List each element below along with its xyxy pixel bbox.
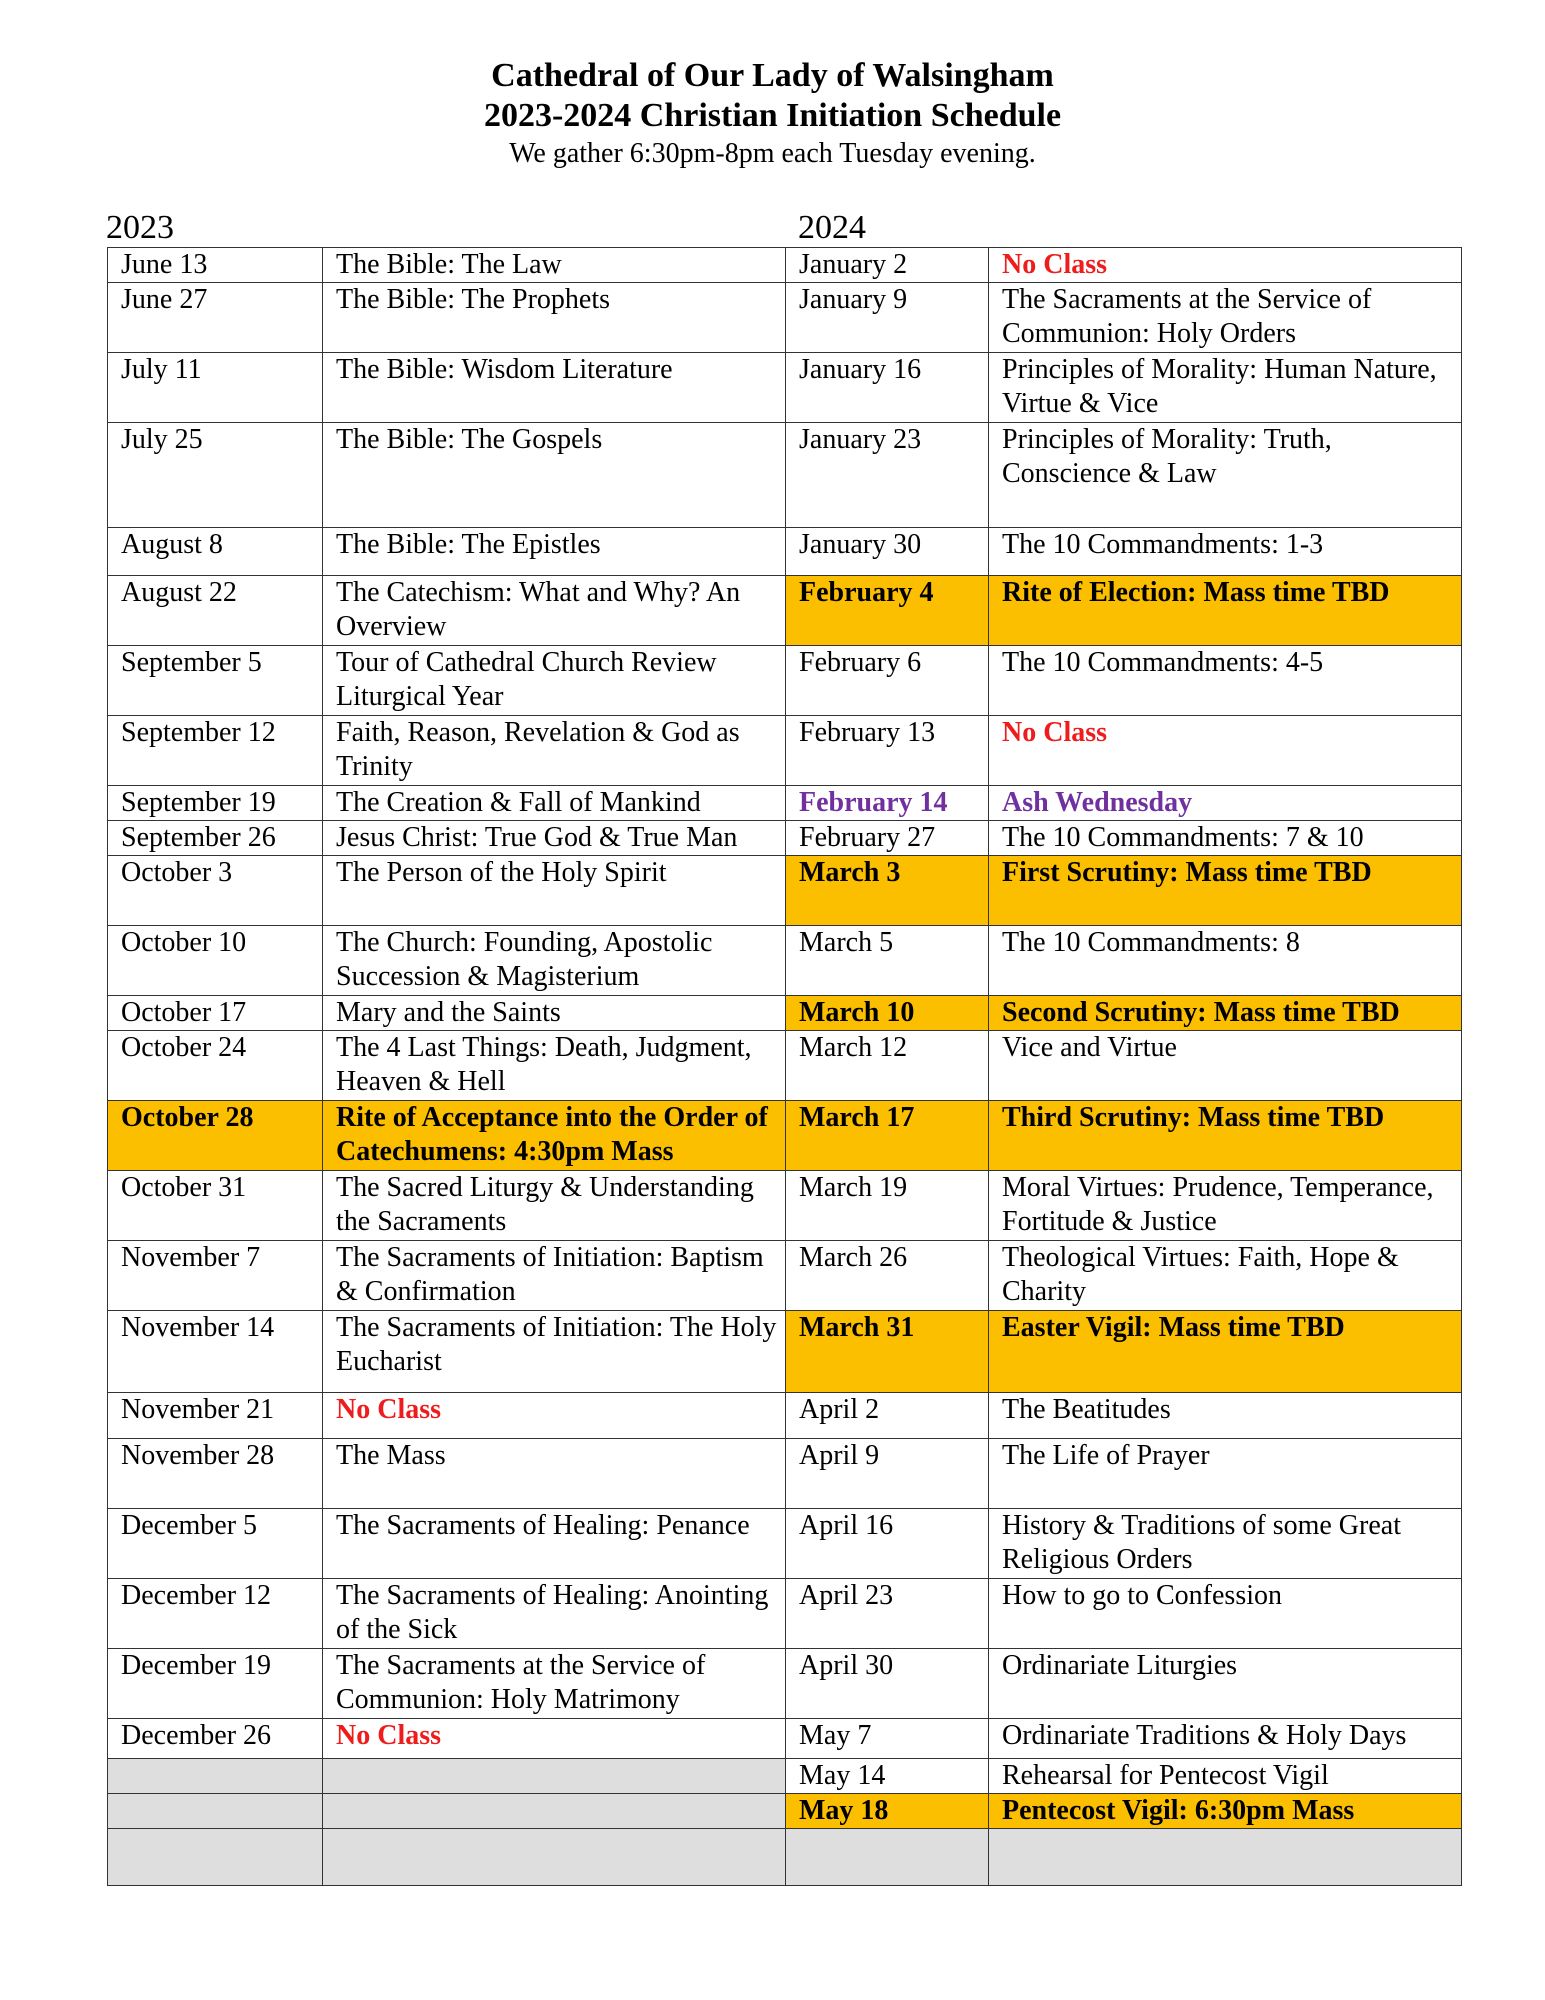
topic-cell-2024: History & Traditions of some Great Religious Orders xyxy=(989,1509,1462,1579)
topic-cell-2023: Tour of Cathedral Church Review Liturgical Year xyxy=(323,646,786,716)
date-cell-2024: March 26 xyxy=(786,1241,989,1311)
topic-cell-2024: The 10 Commandments: 7 & 10 xyxy=(989,821,1462,856)
date-cell-2023: October 3 xyxy=(108,856,323,926)
table-row xyxy=(108,786,1462,821)
date-cell-2023: September 26 xyxy=(108,821,323,856)
table-row xyxy=(108,1439,1462,1509)
topic-cell-2024: The 10 Commandments: 8 xyxy=(989,926,1462,996)
topic-cell-2023: The Sacred Liturgy & Understanding the Sacraments xyxy=(323,1171,786,1241)
topic-cell-2024: How to go to Confession xyxy=(989,1579,1462,1649)
topic-cell-2024: The Sacraments at the Service of Communion: Holy Orders xyxy=(989,283,1462,353)
date-cell-2024: March 17 xyxy=(786,1101,989,1171)
date-cell-2023: November 14 xyxy=(108,1311,323,1393)
topic-cell-2024: No Class xyxy=(989,716,1462,786)
topic-cell-2024: The Life of Prayer xyxy=(989,1439,1462,1509)
topic-cell-2023 xyxy=(323,1794,786,1829)
date-cell-2023: September 12 xyxy=(108,716,323,786)
table-row xyxy=(108,1829,1462,1886)
topic-cell-2023: The Mass xyxy=(323,1439,786,1509)
date-cell-2023: November 28 xyxy=(108,1439,323,1509)
topic-cell-2023: No Class xyxy=(323,1719,786,1759)
date-cell-2024: April 16 xyxy=(786,1509,989,1579)
date-cell-2024: January 2 xyxy=(786,248,989,283)
topic-cell-2024: Vice and Virtue xyxy=(989,1031,1462,1101)
topic-cell-2023: The Bible: The Law xyxy=(323,248,786,283)
topic-cell-2024 xyxy=(989,1829,1462,1886)
date-cell-2023: August 22 xyxy=(108,576,323,646)
date-cell-2024: April 23 xyxy=(786,1579,989,1649)
topic-cell-2023: The Bible: The Epistles xyxy=(323,528,786,576)
year-label-2024: 2024 xyxy=(798,209,866,246)
table-row xyxy=(108,528,1462,576)
table-row xyxy=(108,996,1462,1031)
date-cell-2023: July 25 xyxy=(108,423,323,528)
table-row xyxy=(108,1719,1462,1759)
topic-cell-2023: The Sacraments of Healing: Penance xyxy=(323,1509,786,1579)
date-cell-2023: October 28 xyxy=(108,1101,323,1171)
topic-cell-2023: Mary and the Saints xyxy=(323,996,786,1031)
topic-cell-2023: The Sacraments of Initiation: The Holy Eucharist xyxy=(323,1311,786,1393)
date-cell-2024: April 9 xyxy=(786,1439,989,1509)
topic-cell-2024: Pentecost Vigil: 6:30pm Mass xyxy=(989,1794,1462,1829)
date-cell-2023: October 17 xyxy=(108,996,323,1031)
table-row xyxy=(108,1794,1462,1829)
table-row xyxy=(108,1579,1462,1649)
topic-cell-2024: Easter Vigil: Mass time TBD xyxy=(989,1311,1462,1393)
date-cell-2024: April 2 xyxy=(786,1393,989,1439)
year-label-2023: 2023 xyxy=(106,209,174,246)
date-cell-2024: May 7 xyxy=(786,1719,989,1759)
topic-cell-2023: The Creation & Fall of Mankind xyxy=(323,786,786,821)
date-cell-2024: February 6 xyxy=(786,646,989,716)
table-row xyxy=(108,1509,1462,1579)
date-cell-2023: August 8 xyxy=(108,528,323,576)
topic-cell-2024: First Scrutiny: Mass time TBD xyxy=(989,856,1462,926)
date-cell-2024: February 13 xyxy=(786,716,989,786)
date-cell-2024 xyxy=(786,1829,989,1886)
table-row xyxy=(108,926,1462,996)
date-cell-2023: December 5 xyxy=(108,1509,323,1579)
table-row xyxy=(108,248,1462,283)
date-cell-2023 xyxy=(108,1829,323,1886)
topic-cell-2024: Principles of Morality: Human Nature, Virtue & Vice xyxy=(989,353,1462,423)
topic-cell-2024: The 10 Commandments: 1-3 xyxy=(989,528,1462,576)
table-row xyxy=(108,1171,1462,1241)
topic-cell-2023: The Bible: The Gospels xyxy=(323,423,786,528)
table-row xyxy=(108,283,1462,353)
topic-cell-2024: No Class xyxy=(989,248,1462,283)
table-row xyxy=(108,646,1462,716)
topic-cell-2023: The 4 Last Things: Death, Judgment, Heaven & Hell xyxy=(323,1031,786,1101)
date-cell-2023: December 19 xyxy=(108,1649,323,1719)
topic-cell-2023: The Person of the Holy Spirit xyxy=(323,856,786,926)
topic-cell-2023: Faith, Reason, Revelation & God as Trinity xyxy=(323,716,786,786)
date-cell-2024: March 3 xyxy=(786,856,989,926)
topic-cell-2023: The Sacraments at the Service of Communion: Holy Matrimony xyxy=(323,1649,786,1719)
date-cell-2024: February 4 xyxy=(786,576,989,646)
title-line-1: Cathedral of Our Lady of Walsingham xyxy=(491,57,1054,94)
table-row xyxy=(108,1759,1462,1794)
table-row xyxy=(108,1311,1462,1393)
date-cell-2023: July 11 xyxy=(108,353,323,423)
topic-cell-2023 xyxy=(323,1759,786,1794)
topic-cell-2023: Jesus Christ: True God & True Man xyxy=(323,821,786,856)
date-cell-2024: January 30 xyxy=(786,528,989,576)
topic-cell-2024: Theological Virtues: Faith, Hope & Charity xyxy=(989,1241,1462,1311)
date-cell-2023: June 27 xyxy=(108,283,323,353)
date-cell-2023: December 12 xyxy=(108,1579,323,1649)
table-row xyxy=(108,1101,1462,1171)
date-cell-2024: January 9 xyxy=(786,283,989,353)
date-cell-2024: March 19 xyxy=(786,1171,989,1241)
topic-cell-2024: Second Scrutiny: Mass time TBD xyxy=(989,996,1462,1031)
date-cell-2024: March 10 xyxy=(786,996,989,1031)
date-cell-2023: October 10 xyxy=(108,926,323,996)
topic-cell-2024: Ash Wednesday xyxy=(989,786,1462,821)
topic-cell-2024: Ordinariate Traditions & Holy Days xyxy=(989,1719,1462,1759)
date-cell-2023: September 19 xyxy=(108,786,323,821)
topic-cell-2024: Third Scrutiny: Mass time TBD xyxy=(989,1101,1462,1171)
date-cell-2024: February 27 xyxy=(786,821,989,856)
date-cell-2024: March 31 xyxy=(786,1311,989,1393)
topic-cell-2024: Principles of Morality: Truth, Conscience & Law xyxy=(989,423,1462,528)
schedule-subtitle: We gather 6:30pm-8pm each Tuesday evening. xyxy=(509,138,1036,169)
table-row xyxy=(108,1649,1462,1719)
title-line-2: 2023-2024 Christian Initiation Schedule xyxy=(483,97,1062,134)
topic-cell-2023: No Class xyxy=(323,1393,786,1439)
topic-cell-2024: The Beatitudes xyxy=(989,1393,1462,1439)
topic-cell-2023: The Bible: The Prophets xyxy=(323,283,786,353)
date-cell-2024: March 12 xyxy=(786,1031,989,1101)
date-cell-2023: November 7 xyxy=(108,1241,323,1311)
schedule-table xyxy=(107,247,1462,1886)
table-row xyxy=(108,821,1462,856)
date-cell-2024: January 16 xyxy=(786,353,989,423)
topic-cell-2023: Rite of Acceptance into the Order of Catechumens: 4:30pm Mass xyxy=(323,1101,786,1171)
topic-cell-2023: The Bible: Wisdom Literature xyxy=(323,353,786,423)
topic-cell-2023: The Catechism: What and Why? An Overview xyxy=(323,576,786,646)
table-row xyxy=(108,353,1462,423)
table-row xyxy=(108,1031,1462,1101)
date-cell-2023: November 21 xyxy=(108,1393,323,1439)
table-row xyxy=(108,1241,1462,1311)
topic-cell-2023: The Sacraments of Healing: Anointing of the Sick xyxy=(323,1579,786,1649)
topic-cell-2023 xyxy=(323,1829,786,1886)
topic-cell-2024: Ordinariate Liturgies xyxy=(989,1649,1462,1719)
table-row xyxy=(108,576,1462,646)
topic-cell-2024: Rehearsal for Pentecost Vigil xyxy=(989,1759,1462,1794)
topic-cell-2023: The Church: Founding, Apostolic Succession & Magisterium xyxy=(323,926,786,996)
topic-cell-2024: Moral Virtues: Prudence, Temperance, Fortitude & Justice xyxy=(989,1171,1462,1241)
table-row xyxy=(108,856,1462,926)
date-cell-2023: October 31 xyxy=(108,1171,323,1241)
table-row xyxy=(108,716,1462,786)
date-cell-2023 xyxy=(108,1794,323,1829)
date-cell-2024: March 5 xyxy=(786,926,989,996)
table-row xyxy=(108,423,1462,528)
table-row xyxy=(108,1393,1462,1439)
topic-cell-2024: Rite of Election: Mass time TBD xyxy=(989,576,1462,646)
document-header xyxy=(0,56,1545,172)
date-cell-2024: January 23 xyxy=(786,423,989,528)
date-cell-2023 xyxy=(108,1759,323,1794)
date-cell-2023: October 24 xyxy=(108,1031,323,1101)
date-cell-2023: September 5 xyxy=(108,646,323,716)
date-cell-2023: June 13 xyxy=(108,248,323,283)
date-cell-2024: April 30 xyxy=(786,1649,989,1719)
date-cell-2024: May 18 xyxy=(786,1794,989,1829)
date-cell-2024: February 14 xyxy=(786,786,989,821)
topic-cell-2024: The 10 Commandments: 4-5 xyxy=(989,646,1462,716)
date-cell-2023: December 26 xyxy=(108,1719,323,1759)
topic-cell-2023: The Sacraments of Initiation: Baptism & Confirmation xyxy=(323,1241,786,1311)
date-cell-2024: May 14 xyxy=(786,1759,989,1794)
